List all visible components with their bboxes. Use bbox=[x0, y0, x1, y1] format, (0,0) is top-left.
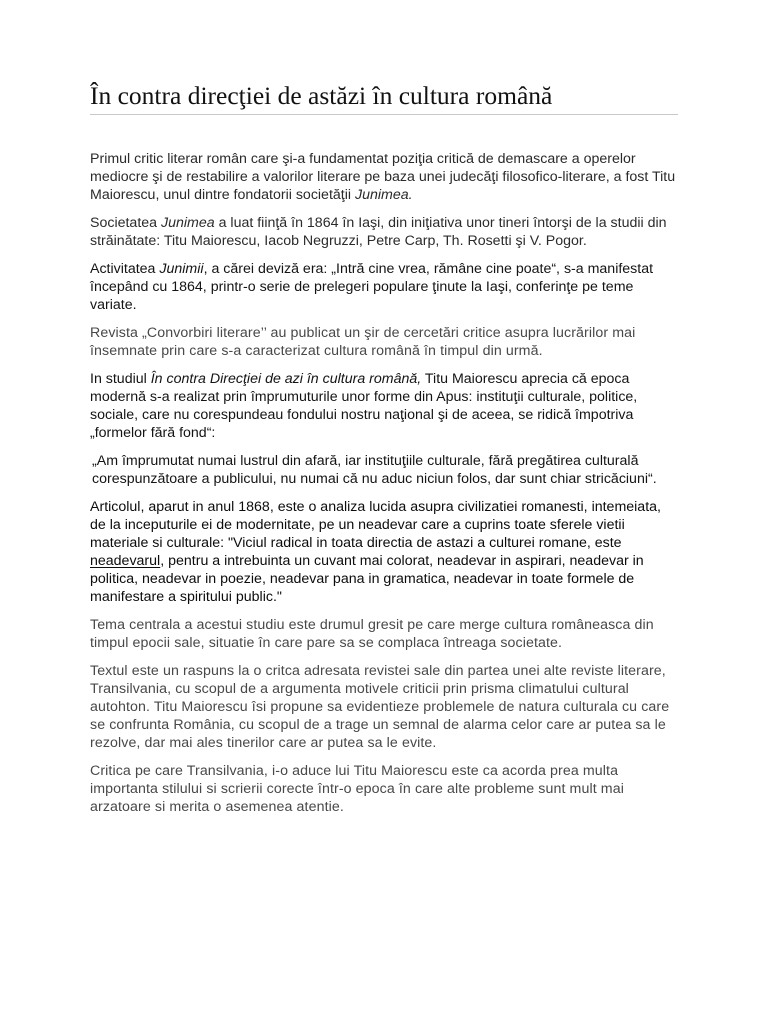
paragraph-intro-text: Primul critic literar român care şi-a fundamentat poziţia critică de demascare a operelor mediocre şi de restabilire a valorilor literare pe baza unei judecăţi filosofico-literare, a fost Titu Maiorescu, unul dintre fondatorii societăţii bbox=[90, 151, 676, 203]
text-run: a luat fiinţă în 1864 în Iaşi, din iniţiativa unor tineri întorşi de la studii din străinătate: Titu Maiorescu, Iacob Negruzzi, Petre Carp, Th. Rosetti şi V. Pogor. bbox=[90, 215, 667, 249]
text-run: Titu Maiorescu aprecia că epoca modernă s-a realizat prin împrumuturile unor forme din Apus: instituţii culturale, politice, sociale, care nu corespundeau fondului nostru naţional şi de aceea, se ridică împotriva „formelor fără fond“: bbox=[90, 371, 638, 441]
text-run: , a cărei deviză era: „Intră cine vrea, rămâne cine poate“, s-a manifestat începând cu 1864, printr-o serie de prelegeri populare ţinute la Iaşi, conferinţe pe teme variate. bbox=[90, 261, 654, 313]
text-run: , pentru a intrebuinta un cuvant mai colorat, neadevar in aspirari, neadevar in politica, neadevar in poezie, neadevar pana in gramatica, neadevar in toate formele de manifestare a spiritului public." bbox=[90, 553, 644, 605]
text-run: Articolul, aparut in anul 1868, este o analiza lucida asupra civilizatiei romanesti, intemeiata, de la inceputurile ei de modernitate, pe un neadevar care a cuprins toate sferele vietii materiale si culturale: "Viciul radical in toata directia de astazi a culturei romane, este bbox=[90, 499, 661, 551]
paragraph-intro bbox=[90, 150, 678, 204]
paragraph-response: Textul este un raspuns la o critca adresata revistei sale din partea unei alte reviste literare, Transilvania, cu scopul de a argumenta motivele criticii prin prisma climatului cultural autohton. Titu Maiorescu îsi propune sa evidentieze problemele de natura culturala cu care se confrunta România, cu scopul de a trage un semnal de alarma celor care ar putea sa le rezolve, dar mai ales tinerilor care ar putea sa le evite. bbox=[90, 663, 670, 751]
text-run: Societatea bbox=[90, 215, 161, 231]
junimii-emphasis: Junimii bbox=[159, 261, 204, 277]
title-divider bbox=[90, 114, 678, 115]
paragraph-study bbox=[90, 370, 678, 442]
text-run: Activitatea bbox=[90, 261, 160, 277]
document-title: În contra direcţiei de astăzi în cultura română bbox=[90, 81, 553, 110]
junimea-emphasis: Junimea. bbox=[354, 187, 413, 203]
text-run: In studiul bbox=[90, 371, 151, 387]
paragraph-convorbiri: Revista „Convorbiri literare’’ au publicat un şir de cercetări critice asupra lucrărilor mai însemnate prin care s-a caracterizat cultura română în timpul din urmă. bbox=[90, 325, 636, 359]
paragraph-article bbox=[90, 498, 678, 606]
document-page bbox=[90, 80, 678, 816]
paragraph-quote: „Am împrumutat numai lustrul din afară, iar instituţiile culturale, fără pregătirea culturală corespunzătoare a publicului, nu numai că nu aduc niciun folos, dar sunt chiar stricăciuni“. bbox=[92, 453, 657, 487]
paragraph-junimea-society bbox=[90, 214, 678, 250]
neadevarul-underlined: neadevarul bbox=[90, 553, 161, 569]
paragraph-junimea-activity bbox=[90, 260, 678, 314]
paragraph-theme: Tema centrala a acestui studiu este drumul gresit pe care merge cultura româneasca din timpul epocii sale, situatie în care pare sa se complaca întreaga societate. bbox=[90, 617, 654, 651]
study-title-emphasis: În contra Direcţiei de azi în cultura română, bbox=[150, 371, 422, 387]
junimea-emphasis: Junimea bbox=[161, 215, 215, 231]
paragraph-critique: Critica pe care Transilvania, i-o aduce lui Titu Maiorescu este ca acorda prea multa importanta stilului si scrierii corecte într-o epoca în care alte probleme sunt mult mai arzatoare si merita o asemenea atentie. bbox=[90, 763, 624, 815]
